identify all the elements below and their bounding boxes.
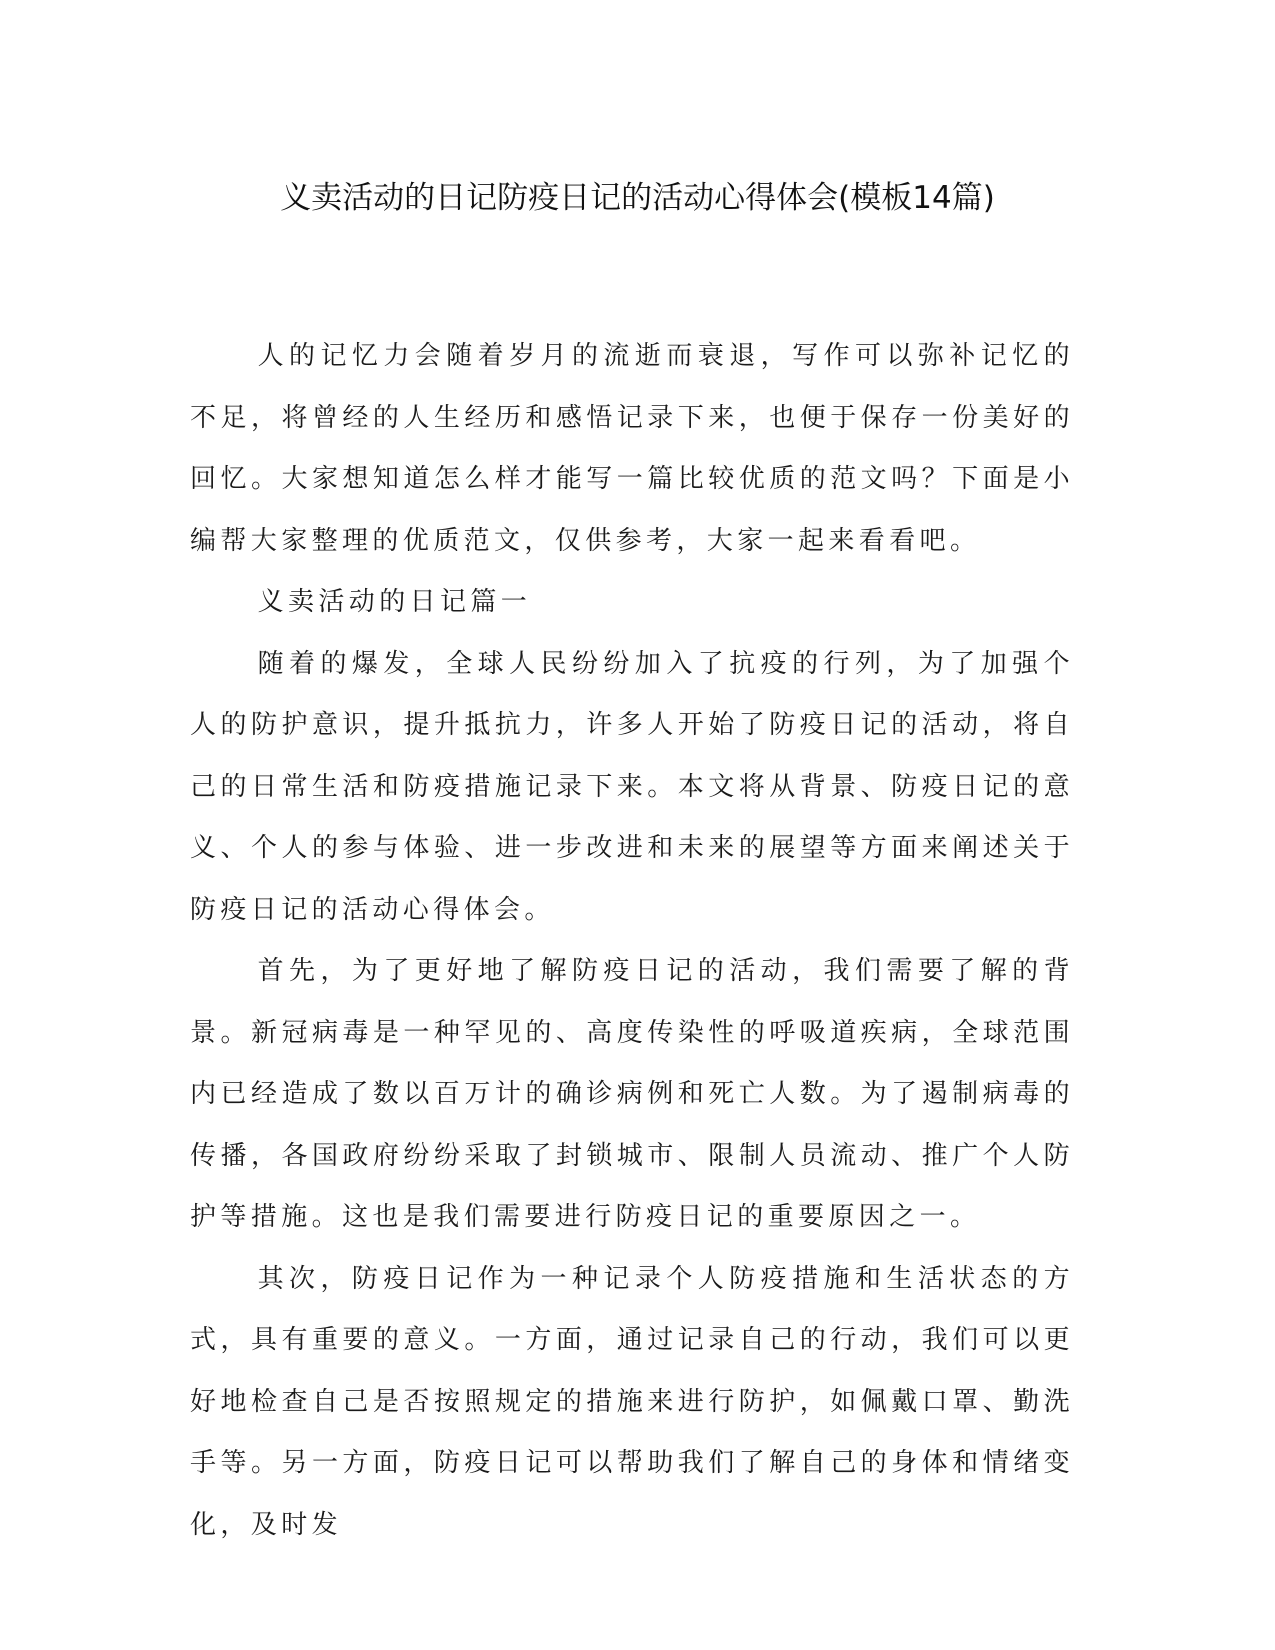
document-title: 义卖活动的日记防疫日记的活动心得体会(模板14篇) — [280, 180, 995, 216]
body-paragraph-2: 首先，为了更好地了解防疫日记的活动，我们需要了解的背景。新冠病毒是一种罕见的、高度传染性的呼吸道疾病，全球范围内已经造成了数以百万计的确诊病例和死亡人数。为了遏制病毒的传播，各国政府纷纷采取了封锁城市、限制人员流动、推广个人防护等措施。这也是我们需要进行防疫日记的重要原因之一。 — [190, 956, 1074, 1232]
intro-paragraph: 人的记忆力会随着岁月的流逝而衰退，写作可以弥补记忆的不足，将曾经的人生经历和感悟记录下来，也便于保存一份美好的回忆。大家想知道怎么样才能写一篇比较优质的范文吗？下面是小编帮大家整理的优质范文，仅供参考，大家一起来看看吧。 — [190, 341, 1074, 556]
body-paragraph-3: 其次，防疫日记作为一种记录个人防疫措施和生活状态的方式，具有重要的意义。一方面，通过记录自己的行动，我们可以更好地检查自己是否按照规定的措施来进行防护，如佩戴口罩、勤洗手等。另一方面，防疫日记可以帮助我们了解自己的身体和情绪变化，及时发 — [190, 1263, 1074, 1540]
document-body — [190, 326, 1074, 1556]
body-paragraph-1: 随着的爆发，全球人民纷纷加入了抗疫的行列，为了加强个人的防护意识，提升抵抗力，许多人开始了防疫日记的活动，将自己的日常生活和防疫措施记录下来。本文将从背景、防疫日记的意义、个人的参与体验、进一步改进和未来的展望等方面来阐述关于防疫日记的活动心得体会。 — [190, 648, 1074, 925]
section-heading: 义卖活动的日记篇一 — [257, 587, 532, 617]
